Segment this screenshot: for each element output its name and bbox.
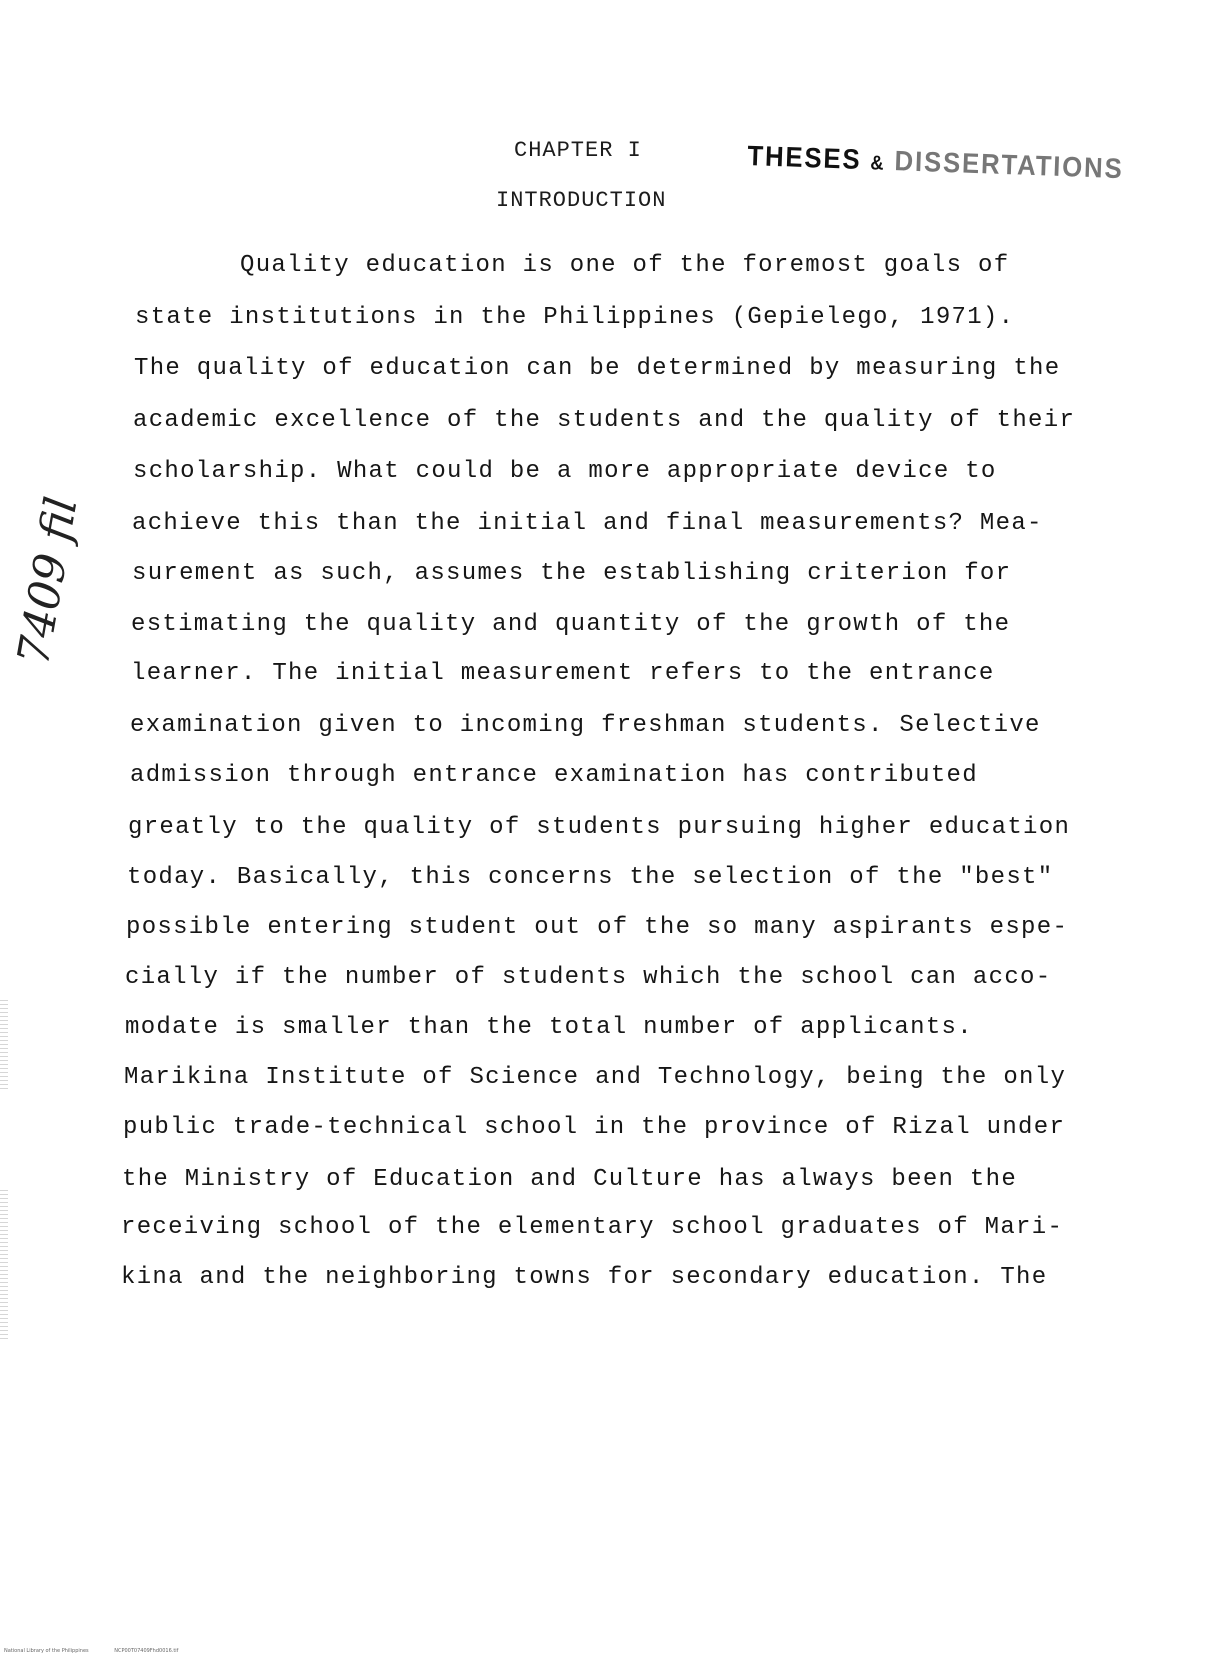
body-line: the Ministry of Education and Culture has always been the <box>122 1166 1018 1193</box>
body-line: learner. The initial measurement refers to the entrance <box>131 660 995 687</box>
stamp-text-dissertations: DISSERTATIONS <box>894 145 1125 185</box>
footer-library: National Library of the Philippines <box>4 1648 89 1654</box>
scan-edge-noise <box>0 1000 8 1090</box>
body-line: academic excellence of the students and the quality of their <box>133 407 1076 434</box>
body-line: estimating the quality and quantity of the growth of the <box>131 611 1011 638</box>
body-line: possible entering student out of the so many aspirants espe- <box>126 914 1069 941</box>
footer-filename: NCP00T07409Fhd0016.tif <box>114 1648 179 1654</box>
body-line: cially if the number of students which the school can acco- <box>125 964 1052 991</box>
body-line: modate is smaller than the total number of applicants. <box>125 1014 973 1041</box>
body-line: Marikina Institute of Science and Technology, being the only <box>124 1064 1067 1091</box>
chapter-title: INTRODUCTION <box>496 188 667 213</box>
handwritten-accession-note: 7409 fil <box>8 493 88 669</box>
body-line: scholarship. What could be a more appropriate device to <box>133 458 997 485</box>
chapter-heading: CHAPTER I <box>514 138 642 163</box>
body-line: surement as such, assumes the establishing criterion for <box>132 560 1012 587</box>
stamp-text-theses: THESES <box>746 140 863 175</box>
stamp-ampersand: & <box>869 152 886 175</box>
body-line: The quality of education can be determined by measuring the <box>134 355 1061 382</box>
body-line: today. Basically, this concerns the selection of the "best" <box>127 864 1054 891</box>
body-line: receiving school of the elementary school graduates of Mari- <box>121 1214 1064 1241</box>
body-line: greatly to the quality of students pursuing higher education <box>128 814 1071 841</box>
body-line: public trade-technical school in the province of Rizal under <box>123 1114 1066 1141</box>
body-line: Quality education is one of the foremost goals of <box>240 252 1010 279</box>
body-line: achieve this than the initial and final measurements? Mea- <box>132 510 1043 537</box>
body-line: examination given to incoming freshman students. Selective <box>130 712 1041 739</box>
scan-footer <box>4 1648 202 1654</box>
theses-dissertations-stamp <box>747 140 1124 185</box>
body-line: kina and the neighboring towns for secondary education. The <box>121 1264 1048 1291</box>
body-line: state institutions in the Philippines (Gepielego, 1971). <box>135 304 1015 331</box>
body-line: admission through entrance examination has contributed <box>130 762 978 789</box>
scan-edge-noise <box>0 1190 8 1340</box>
